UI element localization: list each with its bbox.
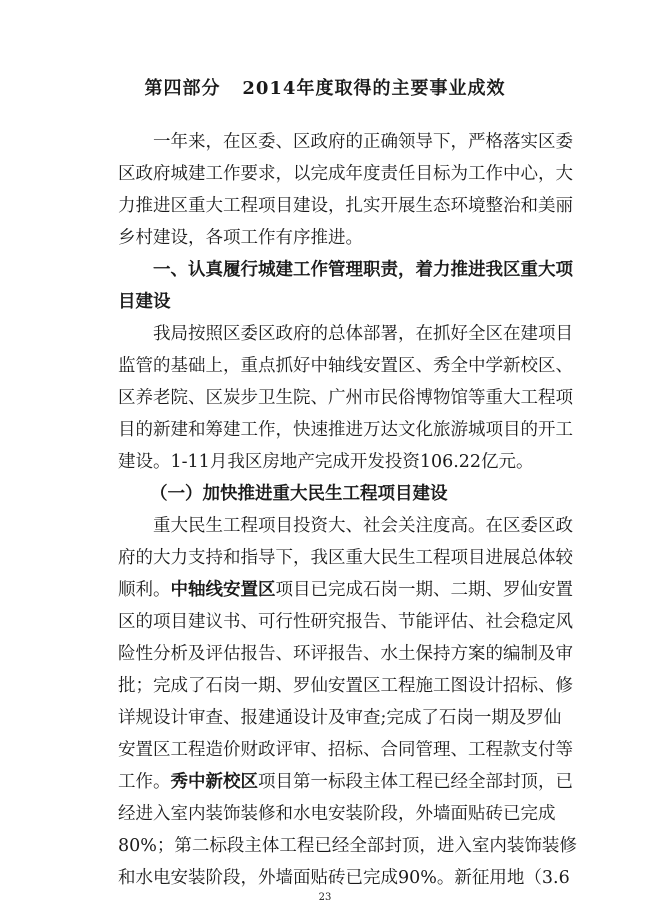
paragraph-3-line [118,578,573,602]
text-run: 项目已完成石岗一期、二期、罗仙安置 [275,580,573,600]
paragraph-3-line: 安置区工程造价财政评审、招标、合同管理、工程款支付等 [118,740,573,760]
paragraph-2-line: 区养老院、区炭步卫生院、广州市民俗博物馆等重大工程项 [118,388,573,408]
paragraph-1-line: 乡村建设，各项工作有序推进。 [118,228,363,248]
paragraph-3-line: 80%；第二标段主体工程已经全部封顶，进入室内装饰装修 [118,836,577,856]
paragraph-3-line: 险性分析及评估报告、环评报告、水土保持方案的编制及审 [118,644,573,664]
paragraph-3-line: 和水电安装阶段，外墙面贴砖已完成90%。新征用地（3.6 [118,868,570,888]
paragraph-1-line: 区政府城建工作要求，以完成年度责任目标为工作中心，大 [118,164,573,184]
subsection-heading: （一）加快推进重大民生工程项目建设 [150,484,448,504]
paragraph-2-line: 目的新建和筹建工作，快速推进万达文化旅游城项目的开工 [118,420,573,440]
section-heading: 目建设 [118,292,171,312]
paragraph-2-line: 我局按照区委区政府的总体部署，在抓好全区在建项目 [153,324,573,344]
paragraph-3-line: 府的大力支持和指导下，我区重大民生工程项目进展总体较 [118,548,573,568]
paragraph-3-line: 批；完成了石岗一期、罗仙安置区工程施工图设计招标、修 [118,676,573,696]
highlight-project-name: 中轴线安置区 [170,580,276,600]
section-heading: 一、认真履行城建工作管理职责，着力推进我区重大项 [153,260,573,280]
paragraph-3-line: 详规设计审查、报建通设计及审查;完成了石岗一期及罗仙 [118,708,562,728]
page-number: 23 [318,892,332,903]
paragraph-3-line [118,770,573,794]
paragraph-2-line: 监管的基础上，重点抓好中轴线安置区、秀全中学新校区、 [118,356,573,376]
paragraph-1-line: 一年来，在区委、区政府的正确领导下，严格落实区委 [153,132,573,152]
highlight-project-name: 秀中新校区 [170,772,258,792]
paragraph-3-line: 经进入室内装饰装修和水电安装阶段，外墙面贴砖已完成 [118,804,556,824]
text-run: 工作。 [118,772,171,792]
page-title: 第四部分 2014年度取得的主要事业成效 [144,78,506,99]
paragraph-1-line: 力推进区重大工程项目建设，扎实开展生态环境整治和美丽 [118,196,573,216]
paragraph-2-line: 建设。1-11月我区房地产完成开发投资106.22亿元。 [118,452,534,472]
paragraph-3-line: 重大民生工程项目投资大、社会关注度高。在区委区政 [153,516,573,536]
text-run: 顺利。 [118,580,171,600]
paragraph-3-line: 区的项目建议书、可行性研究报告、节能评估、社会稳定风 [118,612,573,632]
text-run: 项目第一标段主体工程已经全部封顶，已 [258,772,573,792]
